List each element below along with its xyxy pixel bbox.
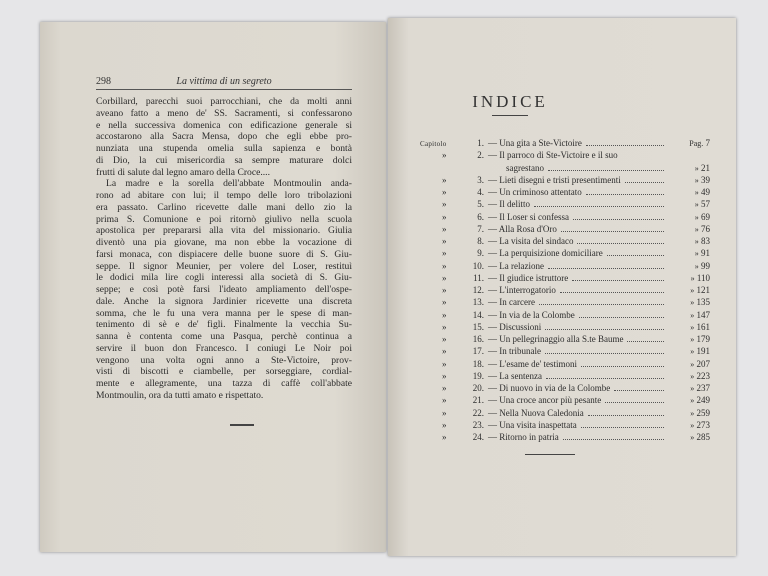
- toc-entry[interactable]: [420, 211, 710, 223]
- text-line: le dodici mila lire cogli interessi alla società di S. Giu-: [96, 272, 352, 284]
- ditto-mark: »: [690, 347, 695, 357]
- ditto-mark: »: [694, 261, 699, 271]
- chapter-number: 23.: [472, 419, 484, 430]
- chapter-title: — Il Loser si confessa: [488, 211, 569, 222]
- chapter-column: [420, 296, 464, 308]
- chapter-number: 12.: [472, 285, 484, 295]
- index-title: INDICE: [472, 92, 548, 111]
- text-line: frutti di salute dal legno amaro della Croce....: [96, 166, 270, 178]
- chapter-title: — La relazione: [488, 260, 544, 271]
- text-line: mente e allegramente, una tazza di caffè coll'abbate: [96, 378, 352, 389]
- chapter-title: — In via de la Colombe: [488, 309, 575, 320]
- chapter-title-text: La relazione: [499, 260, 544, 271]
- chapter-column: [420, 272, 464, 284]
- toc-entry[interactable]: [420, 309, 710, 321]
- chapter-title: — In tribunale: [488, 346, 541, 357]
- dot-leader: [539, 296, 664, 305]
- page-number: 285: [696, 432, 710, 442]
- chapter-number: 6.: [477, 211, 484, 222]
- dot-leader: [607, 247, 664, 256]
- chapter-title: — Ritorno in patria: [488, 432, 559, 442]
- page-ref: [668, 431, 710, 444]
- page-number: 7: [705, 138, 710, 148]
- page-ref: [668, 272, 710, 285]
- chapter-title: — Nella Nuova Caledonia: [488, 407, 584, 418]
- ditto-mark: »: [442, 285, 447, 295]
- page-ref: [668, 186, 710, 199]
- ditto-mark: »: [442, 187, 447, 197]
- dot-leader: [586, 137, 664, 146]
- chapter-number: 2.: [477, 150, 484, 161]
- page-ref: [668, 235, 710, 248]
- ditto-mark: »: [442, 334, 447, 344]
- dot-leader: [563, 431, 664, 440]
- page-label: Pag.: [689, 139, 704, 148]
- chapter-title-text: In via de la Colombe: [499, 309, 575, 320]
- toc-entry[interactable]: [420, 174, 710, 186]
- text-line: era passato. Carlino ricevette dalle mani dello zio la: [96, 201, 352, 213]
- page-number: 49: [701, 187, 710, 197]
- chapter-column: [420, 345, 464, 357]
- text-line: vengono una volta ogni anno a Ste-Victoire, prov-: [96, 354, 352, 366]
- page-ref: [668, 174, 710, 187]
- chapter-column: [420, 186, 464, 198]
- chapter-title: — Una croce ancor più pesante: [488, 395, 602, 406]
- chapter-column: [420, 394, 464, 406]
- chapter-number: 16.: [472, 334, 484, 344]
- chapter-number: 19.: [472, 370, 484, 381]
- chapter-number: 18.: [472, 358, 484, 369]
- ditto-mark: »: [690, 335, 695, 344]
- chapter-column: [420, 223, 464, 235]
- page-ref: [668, 407, 710, 420]
- ditto-mark: »: [690, 273, 695, 283]
- toc-entry-continued[interactable]: [420, 162, 710, 174]
- ditto-mark: »: [690, 408, 695, 418]
- page-number: 207: [696, 358, 710, 369]
- dot-leader: [579, 309, 664, 318]
- page-ref: [668, 370, 710, 383]
- text-line: nunziata una stupenda omelia sulla sapienza e bontà: [96, 143, 352, 154]
- ditto-mark: »: [442, 309, 447, 320]
- chapter-column: [420, 382, 464, 394]
- chapter-title-text: Nella Nuova Caledonia: [499, 407, 584, 418]
- chapter-title-text: Una gita a Ste-Victoire: [499, 138, 582, 148]
- chapter-column: [420, 149, 464, 161]
- text-line: farsi monaca, con dispiacere delle buone suore di S. Giu-: [96, 248, 352, 260]
- chapter-column: [420, 284, 464, 296]
- chapter-title: — L'esame de' testimoni: [488, 358, 577, 369]
- page-ref: [668, 419, 710, 432]
- table-of-contents: [420, 137, 710, 443]
- toc-entry[interactable]: [420, 198, 710, 210]
- chapter-title-text: Il delitto: [499, 199, 530, 210]
- page-number: 161: [696, 321, 710, 332]
- dot-leader: [534, 198, 664, 207]
- dot-leader: [545, 321, 664, 330]
- page-ref: [668, 284, 710, 297]
- page-number: 237: [696, 383, 710, 393]
- ditto-mark: »: [442, 272, 447, 283]
- chapter-number: 10.: [472, 260, 484, 271]
- dot-leader: [548, 162, 664, 171]
- dot-leader: [548, 260, 664, 269]
- dot-leader: [588, 407, 664, 416]
- page-ref: [668, 137, 710, 150]
- page-number: 57: [701, 199, 710, 210]
- chapter-title: — L'interrogatorio: [488, 285, 556, 295]
- text-line: prima S. Comunione e poi ritornò giulivo nella scuola: [96, 213, 352, 225]
- ditto-mark: »: [694, 200, 699, 210]
- toc-entry[interactable]: [420, 247, 710, 259]
- chapter-title: — La perquisizione domiciliare: [488, 248, 603, 259]
- page-ref: [668, 247, 710, 260]
- toc-entry[interactable]: [420, 137, 710, 149]
- chapter-title: — Di nuovo in via de la Colombe: [488, 383, 611, 393]
- chapter-number: 14.: [472, 309, 484, 320]
- text-line: e nella successiva domenica con edificazione generale si: [96, 119, 352, 131]
- chapter-number: 15.: [472, 321, 484, 332]
- dot-leader: [625, 174, 664, 183]
- chapter-column: [420, 431, 464, 443]
- ditto-mark: »: [694, 175, 699, 185]
- text-line: accostarono alla Sacra Mensa, dopo che egli ebbe pro-: [96, 131, 352, 143]
- ditto-mark: »: [690, 359, 695, 369]
- toc-entry[interactable]: [420, 260, 710, 272]
- text-line: seppe. Il signor Meunier, per volere del Loser, restituì: [96, 260, 352, 272]
- toc-entry[interactable]: [420, 272, 710, 284]
- ditto-mark: »: [690, 298, 695, 308]
- toc-entry[interactable]: [420, 382, 710, 394]
- ditto-mark: »: [442, 211, 447, 222]
- chapter-title: — Lieti disegni e tristi presentimenti: [488, 174, 621, 185]
- ditto-mark: »: [442, 236, 447, 246]
- chapter-title-text: Di nuovo in via de la Colombe: [499, 383, 611, 393]
- ditto-mark: »: [690, 322, 695, 332]
- chapter-title: — Il giudice istruttore: [488, 272, 569, 283]
- chapter-title: — Un criminoso attentato: [488, 187, 582, 197]
- page-number: 121: [696, 285, 710, 295]
- page-number: 99: [701, 260, 710, 271]
- dot-leader: [560, 284, 664, 293]
- chapter-title: — In carcere: [488, 297, 535, 308]
- chapter-column: [420, 370, 464, 382]
- page-number: 298: [96, 76, 111, 87]
- chapter-number: 5.: [477, 199, 484, 210]
- dot-leader: [577, 235, 664, 244]
- dot-leader: [546, 370, 664, 379]
- chapter-title-text: Un criminoso attentato: [499, 187, 582, 197]
- text-line: aveano fatto a meno de' SS. Sacramenti, si confessarono: [96, 107, 352, 119]
- chapter-column: [420, 358, 464, 370]
- dot-leader: [627, 333, 664, 342]
- text-line: dale. Anche la signora Jardinier ricevette una discreta: [96, 295, 352, 307]
- ditto-mark: »: [690, 371, 695, 381]
- ditto-mark: »: [442, 358, 447, 369]
- toc-entry[interactable]: [420, 149, 710, 161]
- toc-entry[interactable]: [420, 394, 710, 406]
- ditto-mark: »: [690, 384, 695, 393]
- text-line: di Dio, la cui misericordia sa sempre maturare dolci: [96, 154, 352, 166]
- chapter-title-text: Alla Rosa d'Oro: [498, 223, 557, 234]
- page-number: 273: [696, 419, 710, 430]
- page-number: 91: [701, 248, 710, 259]
- chapter-title-text: Ritorno in patria: [499, 432, 559, 442]
- end-rule: [525, 454, 575, 455]
- chapter-column: [420, 137, 464, 150]
- chapter-title-text: Una croce ancor più pesante: [499, 395, 602, 406]
- chapter-number: 3.: [477, 174, 484, 185]
- chapter-number: 20.: [472, 383, 484, 393]
- chapter-column: [420, 407, 464, 419]
- toc-entry[interactable]: [420, 358, 710, 370]
- page-ref: [668, 296, 710, 309]
- page-number: 259: [696, 407, 710, 418]
- ditto-mark: »: [694, 249, 699, 259]
- chapter-number: 11.: [473, 272, 484, 283]
- ditto-mark: »: [442, 419, 447, 430]
- chapter-title-text: La visita del sindaco: [499, 236, 574, 246]
- chapter-title: — Un pellegrinaggio alla S.te Baume: [488, 334, 624, 344]
- body-text: [96, 96, 352, 402]
- chapter-number: 1.: [477, 138, 484, 148]
- chapter-column: [420, 211, 464, 223]
- page-number: 83: [701, 236, 710, 246]
- page-ref: [668, 345, 710, 358]
- page-number: 147: [696, 309, 710, 320]
- toc-entry[interactable]: [420, 223, 710, 235]
- page-number: 135: [696, 297, 710, 308]
- chapter-number: 24.: [472, 432, 484, 442]
- chapter-title: — Una gita a Ste-Victoire: [488, 138, 582, 148]
- chapter-column: [420, 198, 464, 210]
- ditto-mark: »: [442, 321, 447, 332]
- text-line: tenimento di sè e de' figli. Finalmente la vecchia Su-: [96, 319, 352, 331]
- text-line: visti di biscotti e ciambelle, per sorseggiare, cordial-: [96, 366, 352, 378]
- toc-entry[interactable]: [420, 284, 710, 296]
- toc-entry[interactable]: [420, 345, 710, 357]
- text-line: diventò una pia giovane, ma non ebbe la vocazione di: [96, 237, 352, 248]
- page-number: 69: [701, 211, 710, 222]
- chapter-column: [420, 174, 464, 186]
- chapter-title-text: Il parroco di Ste-Victoire e il suo: [499, 150, 618, 161]
- dot-leader: [545, 345, 664, 354]
- chapter-number: 22.: [472, 407, 484, 418]
- page-number: 21: [701, 162, 710, 173]
- chapter-title: — La visita del sindaco: [488, 236, 574, 246]
- chapter-title-text: L'interrogatorio: [499, 285, 556, 295]
- chapter-title-text: Una visita inaspettata: [499, 419, 577, 430]
- chapter-number: 7.: [477, 223, 484, 234]
- end-rule: [230, 424, 254, 426]
- page-number: 249: [696, 395, 710, 406]
- dot-leader: [581, 358, 664, 367]
- ditto-mark: »: [690, 310, 695, 320]
- chapter-title-text: sagrestano: [506, 162, 544, 173]
- chapter-title: — Una visita inaspettata: [488, 419, 577, 430]
- toc-entry[interactable]: [420, 333, 710, 345]
- page-ref: [668, 321, 710, 334]
- chapter-title-text: La perquisizione domiciliare: [499, 248, 603, 259]
- page-ref: [668, 333, 710, 346]
- ditto-mark: »: [442, 370, 447, 381]
- dot-leader: [586, 186, 664, 195]
- ditto-mark: »: [690, 396, 695, 406]
- chapter-column: [420, 321, 464, 333]
- page-number: 39: [701, 174, 710, 185]
- title-rule: [492, 115, 528, 116]
- chapter-column: [420, 235, 464, 247]
- chapter-title-text: Discussioni: [499, 321, 542, 332]
- page-number: 223: [696, 370, 710, 381]
- page-number: 110: [696, 272, 710, 283]
- ditto-mark: »: [442, 260, 447, 271]
- chapter-column: [420, 260, 464, 272]
- chapter-title-text: In tribunale: [499, 346, 541, 357]
- chapter-label: Capitolo: [420, 140, 447, 148]
- ditto-mark: »: [690, 433, 695, 442]
- ditto-mark: »: [442, 199, 447, 210]
- chapter-title-text: La sentenza: [499, 370, 542, 381]
- page-ref: [668, 260, 710, 273]
- chapter-column: [420, 333, 464, 345]
- chapter-number: 4.: [477, 187, 484, 197]
- text-line: La madre e la sorella dell'abbate Montmoulin anda-: [106, 178, 352, 190]
- text-line: rono ad abitare con lui; il tempo delle loro tribolazioni: [96, 190, 352, 201]
- chapter-column: [420, 309, 464, 321]
- chapter-column: [420, 247, 464, 259]
- running-header: [96, 76, 352, 90]
- toc-entry[interactable]: [420, 186, 710, 198]
- chapter-number: 21.: [472, 395, 484, 406]
- chapter-number: 9.: [477, 248, 484, 259]
- ditto-mark: »: [690, 420, 695, 430]
- text-line: Corbillard, parecchi suoi parrocchiani, che da molti anni: [96, 96, 352, 107]
- toc-entry[interactable]: [420, 419, 710, 431]
- toc-entry[interactable]: [420, 370, 710, 382]
- dot-leader: [581, 419, 664, 428]
- page-number: 191: [696, 346, 710, 357]
- ditto-mark: »: [442, 395, 447, 406]
- dot-leader: [605, 394, 664, 403]
- chapter-number: 8.: [477, 236, 484, 246]
- chapter-title-text: Lieti disegni e tristi presentimenti: [499, 174, 621, 185]
- page-ref: [668, 211, 710, 224]
- ditto-mark: »: [694, 224, 699, 234]
- page-ref: [668, 223, 710, 236]
- dot-leader: [561, 223, 664, 232]
- ditto-mark: »: [442, 383, 447, 393]
- ditto-mark: »: [442, 297, 447, 308]
- text-line: servire il buon don Francesco. I coniugi Le Noir poi: [96, 342, 352, 354]
- dot-leader: [572, 272, 664, 281]
- page-ref: [668, 394, 710, 407]
- ditto-mark: »: [694, 188, 699, 197]
- toc-entry[interactable]: [420, 235, 710, 247]
- chapter-title: — Discussioni: [488, 321, 542, 332]
- chapter-title: — Il delitto: [488, 199, 530, 210]
- ditto-mark: »: [694, 163, 699, 173]
- ditto-mark: »: [690, 286, 695, 295]
- page-ref: [668, 198, 710, 211]
- chapter-title: — La sentenza: [488, 370, 542, 381]
- page-number: 179: [696, 334, 710, 344]
- ditto-mark: »: [442, 150, 447, 161]
- ditto-mark: »: [442, 346, 447, 357]
- text-line: Montmoulin, ora da tutti amato e rispettato.: [96, 389, 264, 401]
- toc-entry[interactable]: [420, 431, 710, 443]
- text-line: sanna è contenta come una Pasqua, perchè continua a: [96, 331, 352, 342]
- ditto-mark: »: [442, 407, 447, 418]
- dot-leader: [573, 211, 664, 220]
- ditto-mark: »: [442, 223, 447, 234]
- chapter-number: 13.: [472, 297, 484, 308]
- chapter-title-text: L'esame de' testimoni: [499, 358, 577, 369]
- chapter-title: — Il parroco di Ste-Victoire e il suo: [488, 150, 618, 161]
- chapter-title-text: Un pellegrinaggio alla S.te Baume: [499, 334, 624, 344]
- ditto-mark: »: [442, 174, 447, 185]
- page-ref: [668, 358, 710, 371]
- toc-entry[interactable]: [420, 321, 710, 333]
- chapter-title-text: In carcere: [499, 297, 535, 308]
- toc-entry[interactable]: [420, 296, 710, 308]
- chapter-title: — Alla Rosa d'Oro: [488, 223, 557, 234]
- chapter-title-text: Il Loser si confessa: [499, 211, 569, 222]
- page-ref: [668, 309, 710, 322]
- page-ref: [668, 382, 710, 395]
- chapter-number: 17.: [472, 346, 484, 357]
- running-title: La vittima di un segreto: [176, 76, 272, 87]
- chapter-title-text: Il giudice istruttore: [499, 272, 569, 283]
- dot-leader: [614, 382, 664, 391]
- text-line: somma, che le fu una vera manna per le spese di man-: [96, 307, 352, 319]
- ditto-mark: »: [694, 212, 699, 222]
- text-line: apostolica per prepararsi alla vita del missionario. Giulia: [96, 225, 352, 237]
- page-ref: [668, 162, 710, 175]
- ditto-mark: »: [442, 432, 447, 442]
- ditto-mark: »: [694, 237, 699, 246]
- page-number: 76: [701, 223, 710, 234]
- toc-entry[interactable]: [420, 407, 710, 419]
- chapter-column: [420, 419, 464, 431]
- text-line: seppe; e così potè farsi l'ideato ampliamento dell'ospe-: [96, 284, 352, 295]
- ditto-mark: »: [442, 248, 447, 259]
